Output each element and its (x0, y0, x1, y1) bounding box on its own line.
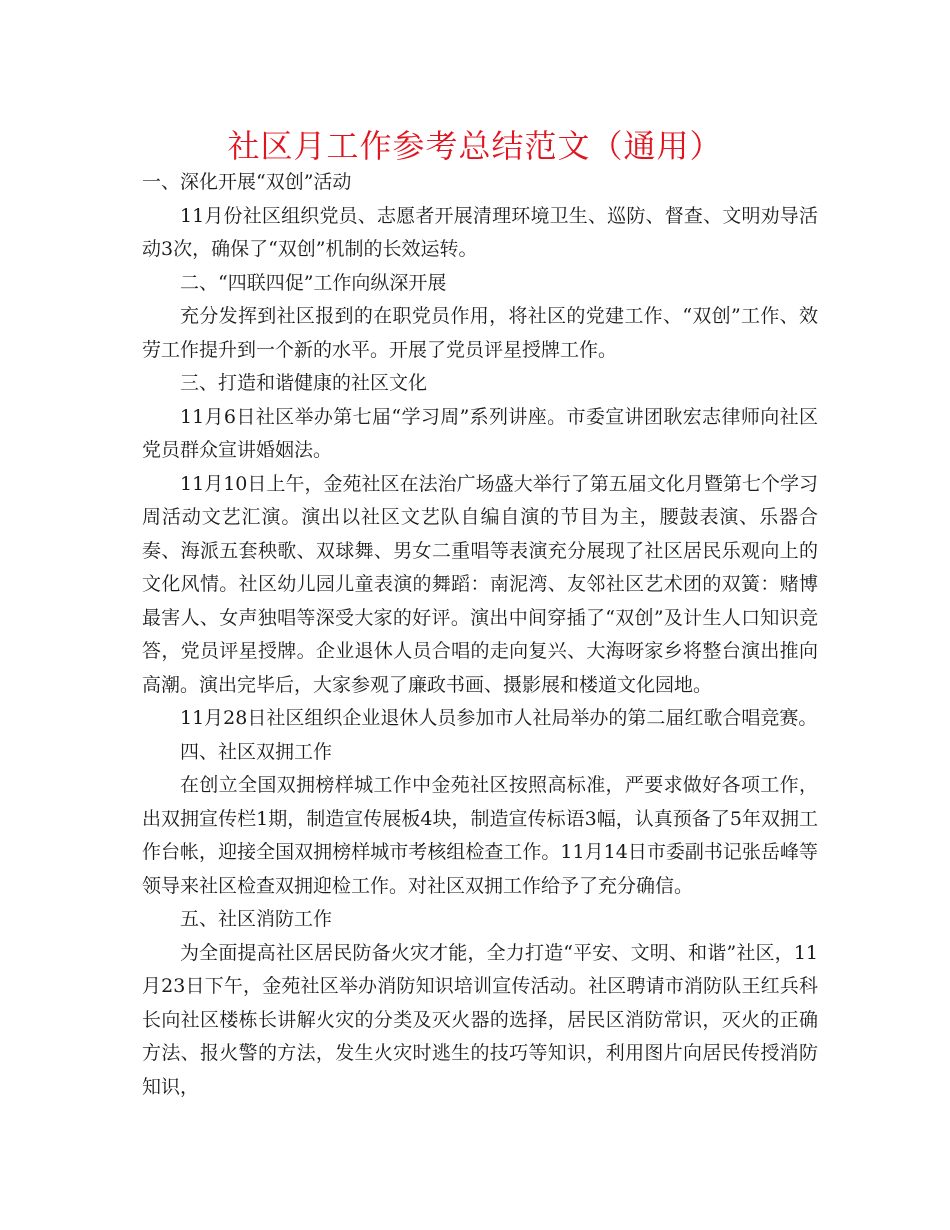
section-heading-4: 四、社区双拥工作 (180, 740, 333, 763)
section-heading-5: 五、社区消防工作 (180, 908, 333, 930)
paragraph-3: 11月6日社区举办第七届“学习周”系列讲座。市委宣讲团耿宏志律师向社区党员群众宣讲婚姻法。 (142, 405, 818, 461)
section-heading-1: 一、深化开展“双创”活动 (142, 171, 352, 193)
paragraph-1: 11月份社区组织党员、志愿者开展清理环境卫生、巡防、督查、文明劝导活动3次，确保了“双创”机制的长效运转。 (142, 204, 818, 260)
document-body (142, 166, 818, 1104)
section-heading-2: 二、“四联四促”工作向纵深开展 (180, 271, 447, 294)
paragraph-4: 11月10日上午，金苑社区在法治广场盛大举行了第五届文化月暨第七个学习周活动文艺汇演。演出以社区文艺队自编自演的节目为主，腰鼓表演、乐器合奏、海派五套秧歌、双球舞、男女二重唱等表演充分展现了社区居民乐观向上的文化风情。社区幼儿园儿童表演的舞蹈：南泥湾、友邻社区艺术团的双簧：赌博最害人、女声独唱等深受大家的好评。演出中间穿插了“双创”及计生人口知识竞答，党员评星授牌。企业退休人员合唱的走向复兴、大海呀家乡将整台演出推向高潮。演出完毕后，大家参观了廉政书画、摄影展和楼道文化园地。 (142, 472, 818, 696)
paragraph-7: 为全面提高社区居民防备火灾才能，全力打造“平安、文明、和谐”社区，11月23日下午，金苑社区举办消防知识培训宣传活动。社区聘请市消防队王红兵科长向社区楼栋长讲解火灾的分类及灭火器的选择，居民区消防常识，灭火的正确方法、报火警的方法，发生火灾时逃生的技巧等知识，利用图片向居民传授消防知识， (142, 941, 818, 1098)
paragraph-5: 11月28日社区组织企业退休人员参加市人社局举办的第二届红歌合唱竞赛。 (180, 707, 818, 729)
section-heading-3: 三、打造和谐健康的社区文化 (180, 372, 428, 394)
paragraph-2: 充分发挥到社区报到的在职党员作用，将社区的党建工作、“双创”工作、效劳工作提升到一个新的水平。开展了党员评星授牌工作。 (142, 305, 818, 361)
document-title: 社区月工作参考总结范文（通用） (227, 127, 723, 165)
paragraph-6: 在创立全国双拥榜样城工作中金苑社区按照高标准，严要求做好各项工作，出双拥宣传栏1期，制造宣传展板4块，制造宣传标语3幅，认真预备了5年双拥工作台帐，迎接全国双拥榜样城市考核组检查工作。11月14日市委副书记张岳峰等领导来社区检查双拥迎检工作。对社区双拥工作给予了充分确信。 (142, 774, 818, 897)
